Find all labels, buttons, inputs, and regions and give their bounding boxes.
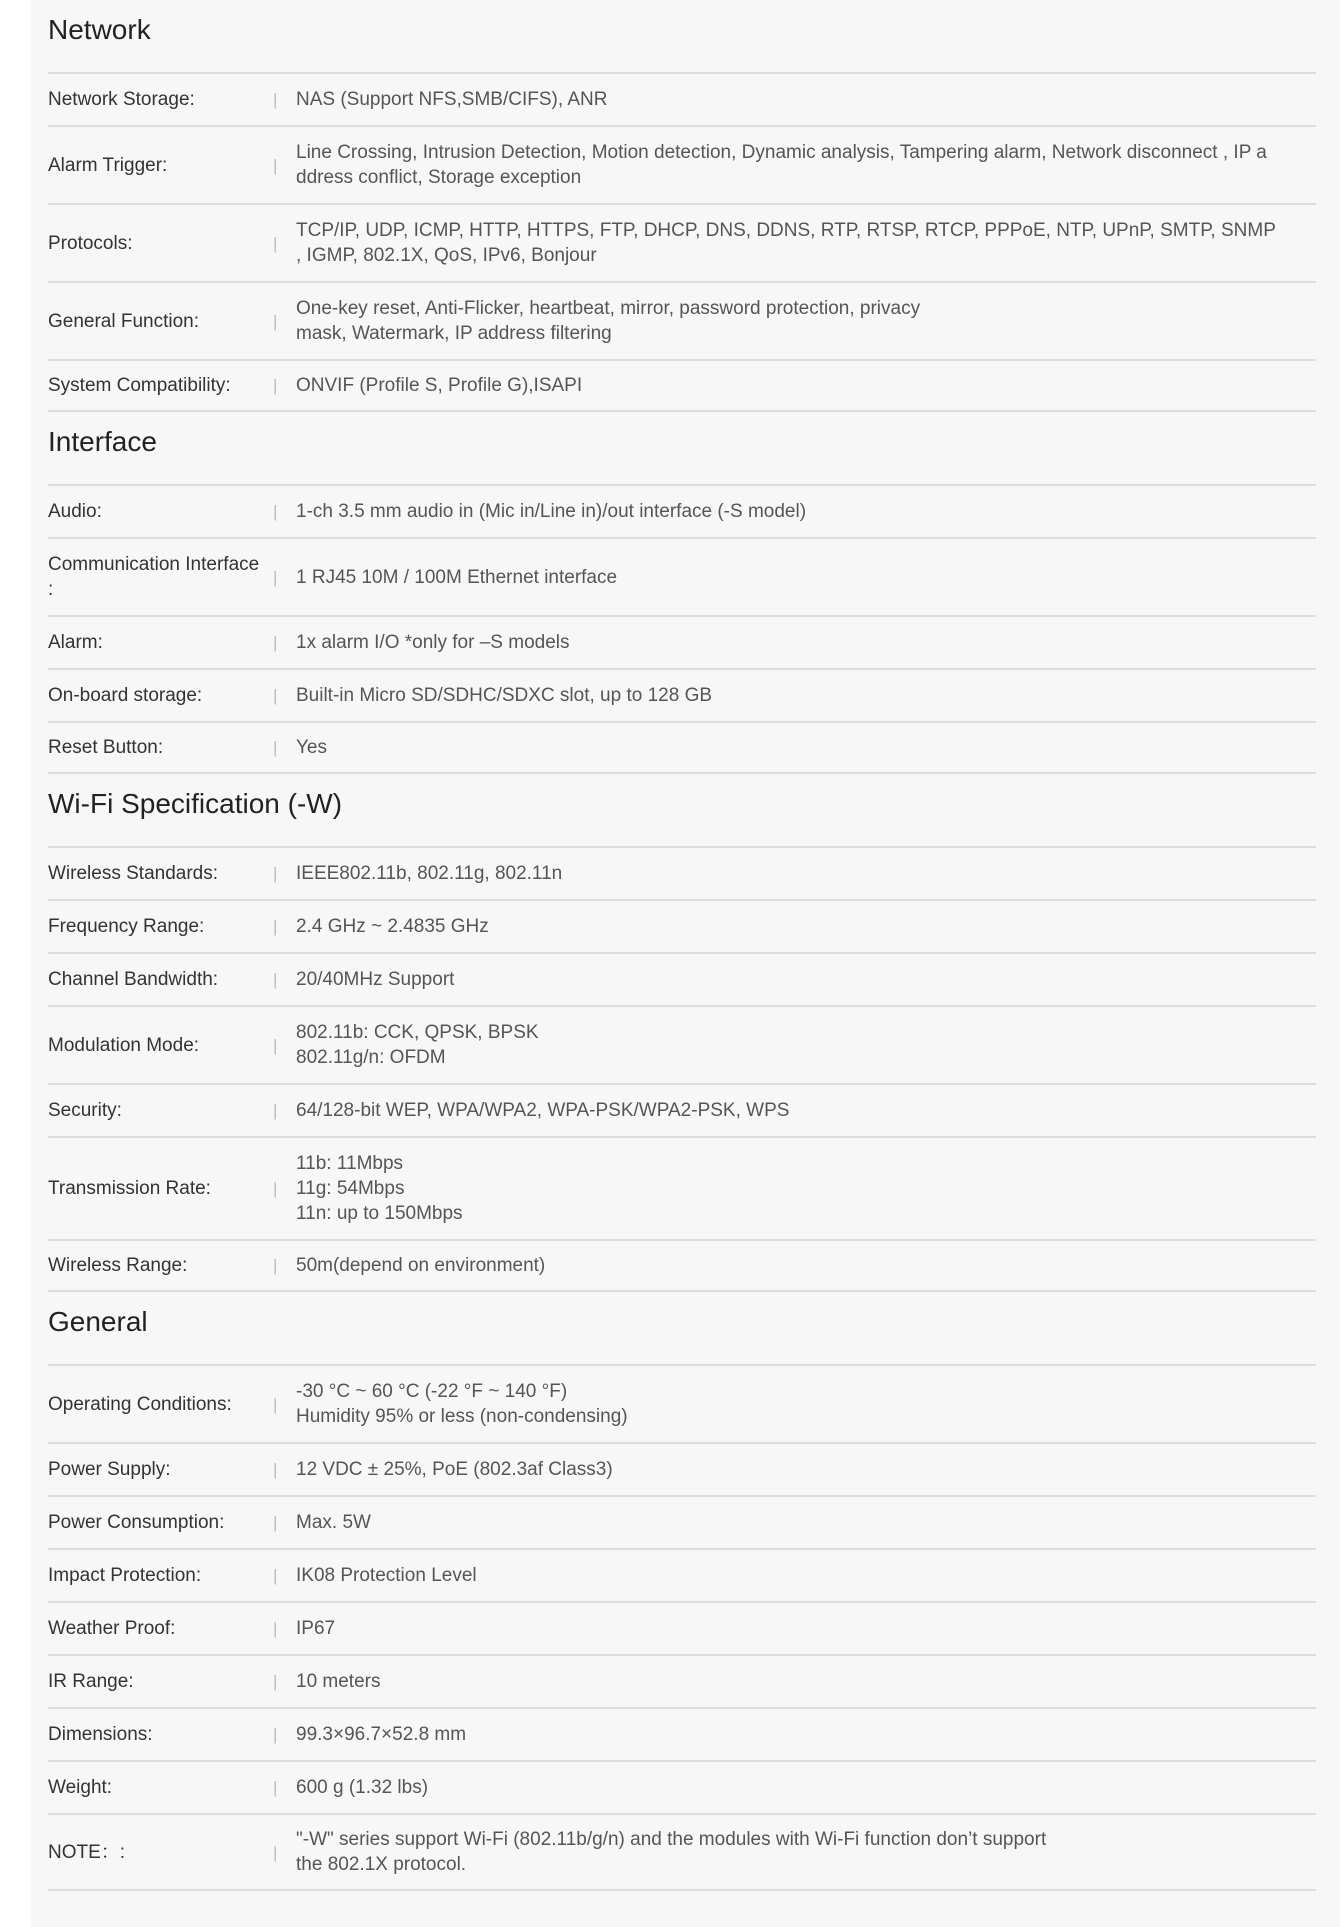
spec-row (48, 537, 1316, 615)
spec-row (48, 72, 1316, 125)
spec-label: NOTE：: (48, 1841, 126, 1863)
spec-separator: | (273, 917, 278, 936)
spec-separator: | (273, 1101, 278, 1120)
spec-separator: | (273, 1619, 278, 1638)
spec-label: Power Supply: (48, 1459, 171, 1480)
spec-label: Communication Interface : (48, 554, 260, 600)
spec-separator: | (273, 864, 278, 883)
spec-row (48, 615, 1316, 668)
spec-row (48, 1707, 1316, 1760)
spec-label: Weight: (48, 1777, 113, 1798)
spec-label: Operating Conditions: (48, 1393, 232, 1415)
spec-label: Audio: (48, 501, 102, 522)
spec-label: Power Consumption: (48, 1512, 225, 1533)
spec-row (48, 668, 1316, 721)
spec-value: One-key reset, Anti-Flicker, heartbeat, mirror, password protection, privacy mask, Watermark, IP address filtering (296, 298, 921, 344)
spec-label: IR Range: (48, 1671, 134, 1692)
spec-value: IEEE802.11b, 802.11g, 802.11n (296, 863, 563, 884)
spec-value: 1 RJ45 10M / 100M Ethernet interface (296, 566, 618, 588)
spec-value: 64/128-bit WEP, WPA/WPA2, WPA-PSK/WPA2-PSK, WPS (296, 1100, 790, 1121)
spec-label: System Compatibility: (48, 375, 231, 396)
spec-separator: | (273, 1778, 278, 1797)
spec-row (48, 1760, 1316, 1813)
spec-label: Weather Proof: (48, 1618, 176, 1639)
spec-separator: | (273, 686, 278, 705)
spec-row (48, 1813, 1316, 1891)
spec-value: 12 VDC ± 25%, PoE (802.3af Class3) (296, 1459, 613, 1480)
spec-row (48, 721, 1316, 774)
spec-label: Wireless Range: (48, 1255, 188, 1276)
spec-row (48, 952, 1316, 1005)
spec-row (48, 1442, 1316, 1495)
spec-separator: | (273, 633, 278, 652)
spec-value: 600 g (1.32 lbs) (296, 1777, 429, 1798)
spec-separator: | (273, 1035, 278, 1055)
spec-separator: | (273, 567, 278, 587)
spec-separator: | (273, 1513, 278, 1532)
spec-section-wi-fi-specification-w (48, 774, 1316, 1292)
spec-value: "-W" series support Wi-Fi (802.11b/g/n) and the modules with Wi-Fi function don’t support the 802.1X protocol. (296, 1829, 1047, 1875)
spec-label: Frequency Range: (48, 916, 205, 937)
spec-separator: | (273, 1256, 278, 1275)
spec-separator: | (273, 90, 278, 109)
spec-row (48, 1083, 1316, 1136)
spec-value: Max. 5W (296, 1512, 371, 1533)
spec-value: IK08 Protection Level (296, 1565, 477, 1586)
spec-value: 99.3×96.7×52.8 mm (296, 1724, 467, 1745)
spec-value: 50m(depend on environment) (296, 1255, 546, 1276)
section-title: Wi-Fi Specification (-W) (48, 788, 343, 819)
spec-value: NAS (Support NFS,SMB/CIFS), ANR (296, 89, 608, 110)
spec-section-general (48, 1292, 1316, 1891)
section-title: Interface (48, 426, 157, 457)
spec-value: -30 °C ~ 60 °C (-22 °F ~ 140 °F) Humidity 95% or less (non-condensing) (296, 1381, 628, 1427)
spec-value: 1x alarm I/O *only for –S models (296, 632, 570, 653)
spec-separator: | (273, 1179, 278, 1198)
spec-value: 10 meters (296, 1671, 381, 1692)
spec-row (48, 1136, 1316, 1239)
spec-value: 20/40MHz Support (296, 969, 455, 990)
spec-label: Transmission Rate: (48, 1178, 211, 1199)
spec-row (48, 203, 1316, 281)
spec-label: Channel Bandwidth: (48, 969, 219, 990)
spec-separator: | (273, 970, 278, 989)
spec-row (48, 125, 1316, 203)
spec-value: ONVIF (Profile S, Profile G),ISAPI (296, 375, 583, 396)
spec-label: Wireless Standards: (48, 863, 219, 884)
spec-separator: | (273, 1460, 278, 1479)
spec-label: Alarm: (48, 632, 103, 653)
spec-value: 1-ch 3.5 mm audio in (Mic in/Line in)/out interface (-S model) (296, 501, 807, 522)
spec-value: IP67 (296, 1618, 336, 1639)
spec-value: Line Crossing, Intrusion Detection, Motion detection, Dynamic analysis, Tampering alarm, Network disconnect , IP a ddress conflict, Storage exception (296, 142, 1267, 188)
spec-row (48, 1654, 1316, 1707)
spec-label: Impact Protection: (48, 1565, 202, 1586)
spec-label: Reset Button: (48, 737, 164, 758)
spec-separator: | (273, 1394, 278, 1414)
spec-separator: | (273, 1672, 278, 1691)
spec-value: Built-in Micro SD/SDHC/SDXC slot, up to 128 GB (296, 685, 713, 706)
spec-content (48, 0, 1316, 1891)
spec-section-interface (48, 412, 1316, 774)
spec-row (48, 1239, 1316, 1292)
spec-row (48, 846, 1316, 899)
spec-label: Protocols: (48, 232, 133, 254)
spec-separator: | (273, 1725, 278, 1744)
spec-separator: | (273, 1566, 278, 1585)
spec-separator: | (273, 1842, 278, 1862)
spec-value: 2.4 GHz ~ 2.4835 GHz (296, 916, 489, 937)
spec-separator: | (273, 502, 278, 521)
section-title: General (48, 1306, 148, 1337)
spec-value: 802.11b: CCK, QPSK, BPSK 802.11g/n: OFDM (296, 1022, 539, 1068)
spec-row (48, 1005, 1316, 1083)
spec-section-network (48, 0, 1316, 412)
spec-value: TCP/IP, UDP, ICMP, HTTP, HTTPS, FTP, DHCP, DNS, DDNS, RTP, RTSP, RTCP, PPPoE, NTP, UPnP, SMTP, SNMP , IGMP, 802.1X, QoS, IPv6, Bonjour (296, 220, 1276, 266)
spec-row (48, 1495, 1316, 1548)
spec-label: Network Storage: (48, 89, 195, 110)
spec-label: Dimensions: (48, 1724, 153, 1745)
spec-page (31, 0, 1340, 1927)
spec-separator: | (273, 155, 278, 175)
spec-row (48, 1601, 1316, 1654)
spec-label: Alarm Trigger: (48, 154, 168, 176)
spec-value: Yes (296, 737, 327, 758)
section-title: Network (48, 14, 151, 45)
spec-row (48, 1364, 1316, 1442)
spec-row (48, 899, 1316, 952)
spec-label: On-board storage: (48, 685, 203, 706)
spec-label: Security: (48, 1100, 122, 1121)
spec-row (48, 359, 1316, 412)
spec-separator: | (273, 376, 278, 395)
spec-row (48, 1548, 1316, 1601)
spec-separator: | (273, 233, 278, 253)
spec-separator: | (273, 311, 278, 331)
spec-label: General Function: (48, 310, 200, 332)
spec-row (48, 484, 1316, 537)
spec-label: Modulation Mode: (48, 1034, 200, 1056)
spec-value: 11b: 11Mbps 11g: 54Mbps 11n: up to 150Mbps (296, 1153, 463, 1224)
spec-separator: | (273, 738, 278, 757)
spec-row (48, 281, 1316, 359)
